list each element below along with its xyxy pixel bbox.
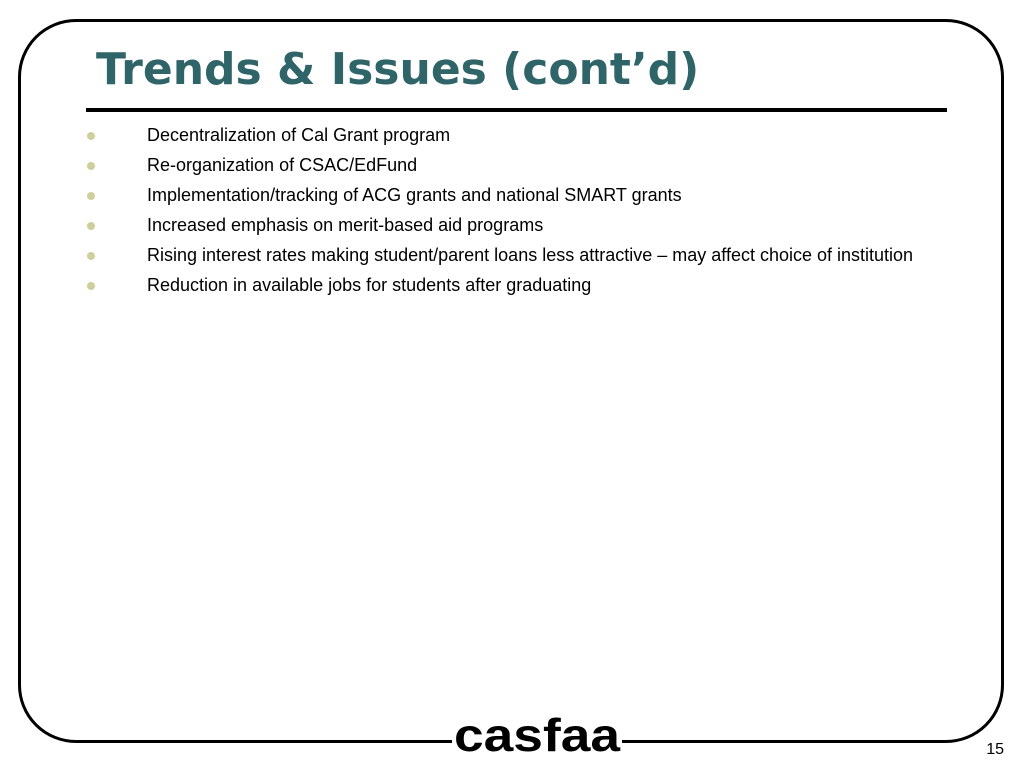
bullet-item-interest-rates	[86, 244, 916, 266]
bullet-text: Reduction in available jobs for students after graduating	[147, 275, 592, 295]
bullet-dot-icon	[87, 132, 95, 140]
logo-text: casfaa	[454, 711, 621, 759]
bullet-dot-icon	[87, 222, 95, 230]
bullet-text: Implementation/tracking of ACG grants and national SMART grants	[147, 185, 682, 205]
title-divider	[86, 108, 947, 112]
bullet-item-available-jobs	[86, 274, 916, 296]
bullet-dot-icon	[87, 162, 95, 170]
casfaa-logo-icon	[452, 711, 622, 759]
slide-title: Trends & Issues (cont’d)	[96, 44, 700, 95]
bullet-item-decentralization	[86, 124, 916, 146]
bullet-dot-icon	[87, 252, 95, 260]
bullet-item-merit-aid	[86, 214, 916, 236]
bullet-text: Rising interest rates making student/parent loans less attractive – may affect choice of institution	[147, 245, 914, 265]
bullet-text: Decentralization of Cal Grant program	[147, 125, 451, 145]
bullet-item-reorganization	[86, 154, 916, 176]
bullet-text: Re-organization of CSAC/EdFund	[147, 155, 418, 175]
casfaa-logo-icon	[452, 711, 622, 759]
bullet-text: Increased emphasis on merit-based aid programs	[147, 215, 544, 235]
bullet-dot-icon	[87, 282, 95, 290]
bullet-item-grants-tracking	[86, 184, 916, 206]
page-number: 15	[986, 741, 1004, 758]
bullet-dot-icon	[87, 192, 95, 200]
bullet-list	[86, 124, 916, 304]
